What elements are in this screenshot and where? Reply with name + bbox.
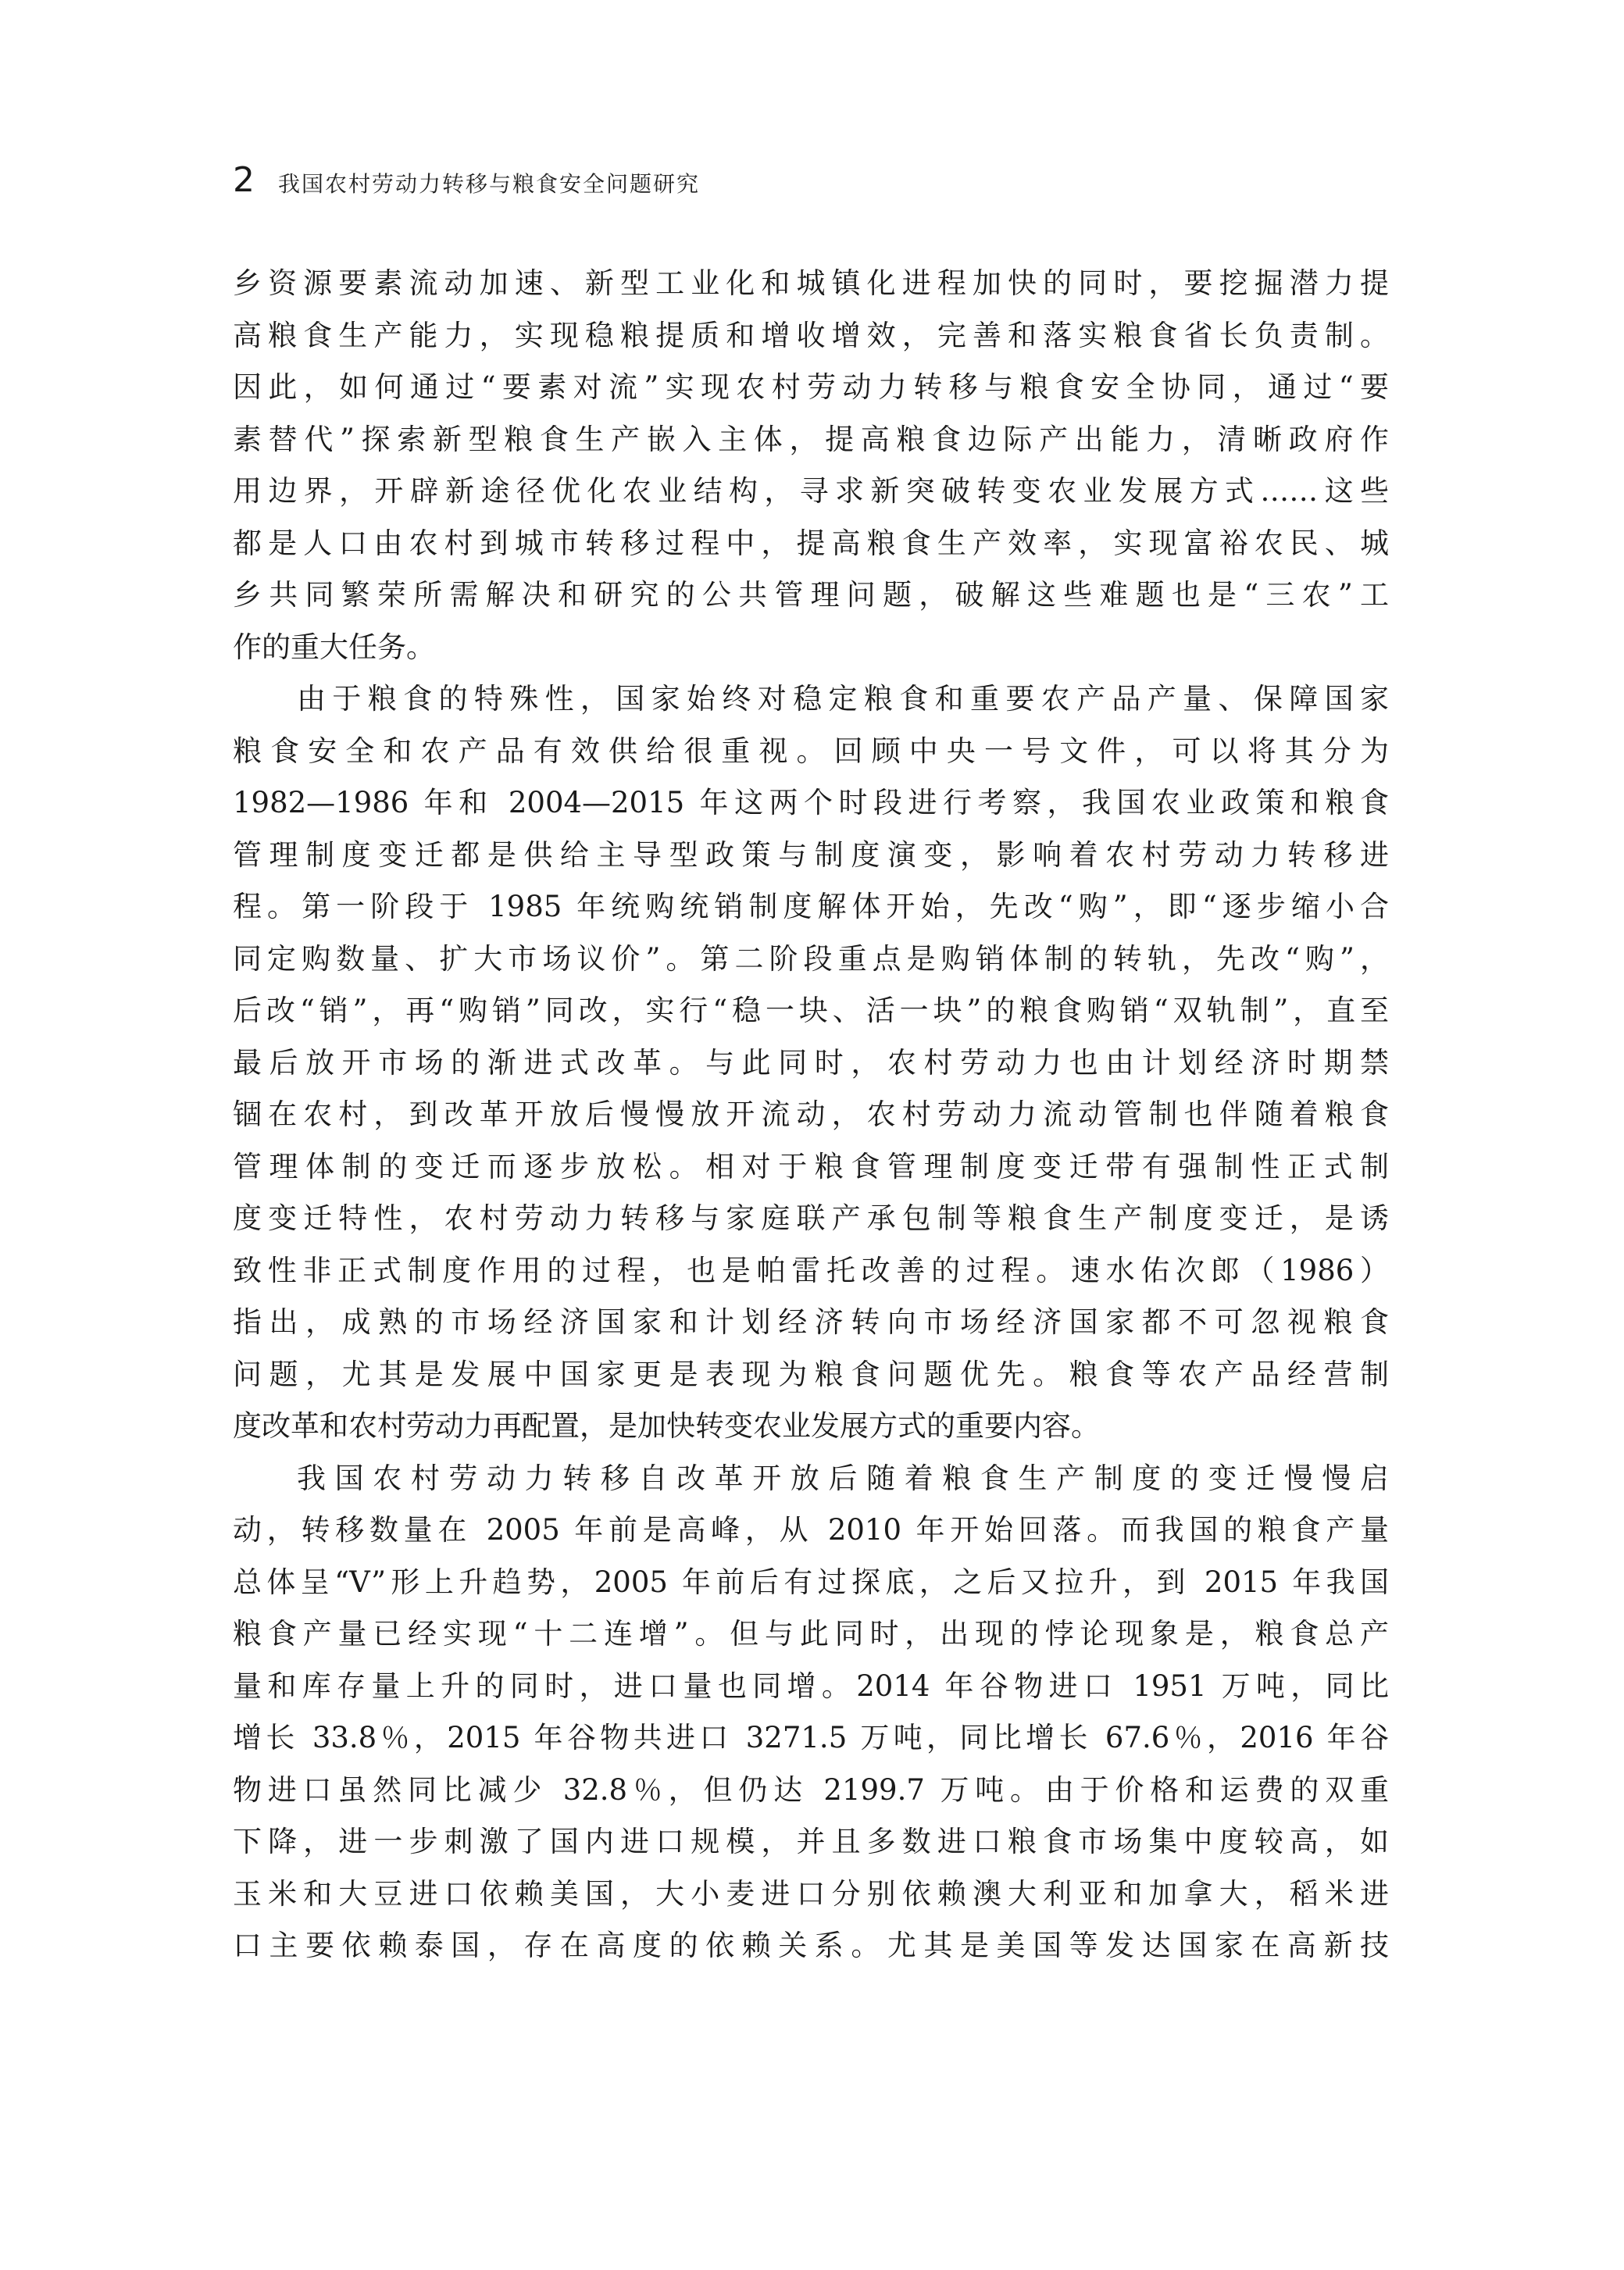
text-line: 后改“销”，再“购销”同改，实行“稳一块、活一块”的粮食购销“双轨制”，直至 bbox=[233, 994, 1389, 1027]
text-line: 由于粮食的特殊性，国家始终对稳定粮食和重要农产品产量、保障国家 bbox=[297, 682, 1389, 716]
text-line: 作的重大任务。 bbox=[233, 630, 435, 664]
text-line: 管理体制的变迁而逐步放松。相对于粮食管理制度变迁带有强制性正式制 bbox=[233, 1149, 1389, 1183]
paragraph-3 bbox=[233, 1453, 1389, 1972]
running-header bbox=[233, 160, 1389, 207]
text-line: 度变迁特性，农村劳动力转移与家庭联产承包制等粮食生产制度变迁，是诱 bbox=[233, 1201, 1389, 1235]
text-line: 1982—1986 年和 2004—2015 年这两个时段进行考察，我国农业政策和粮食 bbox=[233, 786, 1389, 819]
text-line: 我国农村劳动力转移自改革开放后随着粮食生产制度的变迁慢慢启 bbox=[297, 1461, 1389, 1495]
paragraph-2 bbox=[233, 673, 1389, 1453]
text-line: 都是人口由农村到城市转移过程中，提高粮食生产效率，实现富裕农民、城 bbox=[233, 526, 1389, 560]
text-line: 因此，如何通过“要素对流”实现农村劳动力转移与粮食安全协同，通过“要 bbox=[233, 370, 1389, 404]
text-line: 动，转移数量在 2005 年前是高峰，从 2010 年开始回落。而我国的粮食产量 bbox=[233, 1513, 1389, 1547]
text-line: 玉米和大豆进口依赖美国，大小麦进口分别依赖澳大利亚和加拿大，稻米进 bbox=[233, 1876, 1389, 1911]
paragraph-1 bbox=[233, 258, 1389, 673]
text-line: 量和库存量上升的同时，进口量也同增。2014 年谷物进口 1951 万吨，同比 bbox=[233, 1669, 1389, 1703]
text-line: 总体呈“V”形上升趋势，2005 年前后有过探底，之后又拉升，到 2015 年我国 bbox=[233, 1565, 1389, 1599]
text-line: 问题，尤其是发展中国家更是表现为粮食问题优先。粮食等农产品经营制 bbox=[233, 1357, 1389, 1391]
text-line: 程。第一阶段于 1985 年统购统销制度解体开始，先改“购”，即“逐步缩小合 bbox=[233, 890, 1389, 923]
text-line: 高粮食生产能力，实现稳粮提质和增收增效，完善和落实粮食省长负责制。 bbox=[233, 318, 1389, 352]
text-line: 粮食产量已经实现“十二连增”。但与此同时，出现的悖论现象是，粮食总产 bbox=[233, 1617, 1389, 1651]
text-line: 度改革和农村劳动力再配置，是加快转变农业发展方式的重要内容。 bbox=[233, 1409, 1100, 1443]
text-line: 下降，进一步刺激了国内进口规模，并且多数进口粮食市场集中度较高，如 bbox=[233, 1825, 1389, 1858]
text-line: 管理制度变迁都是供给主导型政策与制度演变，影响着农村劳动力转移进 bbox=[233, 837, 1389, 872]
text-line: 致性非正式制度作用的过程，也是帕雷托改善的过程。速水佑次郎（1986） bbox=[233, 1253, 1389, 1287]
text-line: 同定购数量、扩大市场议价”。第二阶段重点是购销体制的转轨，先改“购”， bbox=[233, 941, 1389, 976]
text-line: 乡资源要素流动加速、新型工业化和城镇化进程加快的同时，要挖掘潜力提 bbox=[233, 266, 1389, 300]
running-title: 我国农村劳动力转移与粮食安全问题研究 bbox=[278, 171, 701, 197]
text-line: 口主要依赖泰国，存在高度的依赖关系。尤其是美国等发达国家在高新技 bbox=[233, 1929, 1389, 1962]
text-line: 锢在农村，到改革开放后慢慢放开流动，农村劳动力流动管制也伴随着粮食 bbox=[233, 1098, 1389, 1131]
text-line: 素替代”探索新型粮食生产嵌入主体，提高粮食边际产出能力，清晰政府作 bbox=[233, 422, 1389, 456]
page-number: 2 bbox=[233, 160, 255, 200]
text-line: 用边界，开辟新途径优化农业结构，寻求新突破转变农业发展方式……这些 bbox=[233, 474, 1389, 508]
text-line: 增长 33.8％，2015 年谷物共进口 3271.5 万吨，同比增长 67.6％，2016 年谷 bbox=[233, 1721, 1389, 1754]
text-line: 粮食安全和农产品有效供给很重视。回顾中央一号文件，可以将其分为 bbox=[233, 733, 1389, 768]
text-line: 乡共同繁荣所需解决和研究的公共管理问题，破解这些难题也是“三农”工 bbox=[233, 578, 1389, 612]
body-text bbox=[233, 258, 1389, 1972]
text-line: 指出，成熟的市场经济国家和计划经济转向市场经济国家都不可忽视粮食 bbox=[233, 1305, 1389, 1339]
text-line: 最后放开市场的渐进式改革。与此同时，农村劳动力也由计划经济时期禁 bbox=[233, 1045, 1389, 1080]
text-line: 物进口虽然同比减少 32.8％，但仍达 2199.7 万吨。由于价格和运费的双重 bbox=[233, 1772, 1389, 1807]
